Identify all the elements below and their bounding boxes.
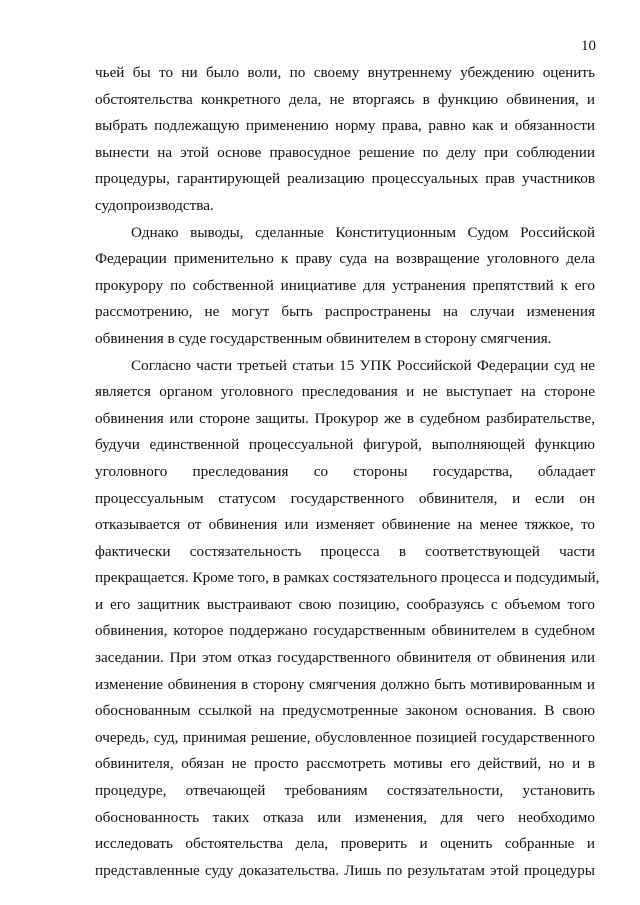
text-line: обвинения в суде государственным обвинителем в сторону смягчения.	[95, 329, 552, 347]
text-line: обоснованным ссылкой на предусмотренные законом основания. В свою	[95, 702, 595, 720]
text-line: Согласно части третьей статьи 15 УПК Российской Федерации суд не	[131, 356, 595, 374]
text-line: обоснованность таких отказа или изменения, для чего необходимо	[95, 808, 595, 826]
text-line: Федерации применительно к праву суда на возвращение уголовного дела	[95, 250, 595, 268]
text-line: обвинения или стороне защиты. Прокурор же в судебном разбирательстве,	[95, 409, 595, 427]
text-line: фактически состязательность процесса в соответствующей части	[95, 542, 595, 560]
text-line: чьей бы то ни было воли, по своему внутреннему убеждению оценить	[95, 64, 595, 81]
text-line: уголовного преследования со стороны государства, обладает	[95, 462, 595, 480]
text-line: является органом уголовного преследования и не выступает на стороне	[95, 383, 595, 401]
text-line: обвинения, которое поддержано государственным обвинителем в судебном	[95, 622, 595, 640]
paragraph	[95, 353, 600, 885]
text-line: вынести на этой основе правосудное решение по делу при соблюдении	[95, 143, 595, 161]
text-line: исследовать обстоятельства дела, проверить и оценить собранные и	[95, 835, 595, 853]
text-line: обстоятельства конкретного дела, не вторгаясь в функцию обвинения, и	[95, 90, 595, 108]
text-line: обвинителя, обязан не просто рассмотреть мотивы его действий, но и в	[95, 755, 595, 773]
paragraph	[95, 220, 595, 353]
text-line: процедуры, гарантирующей реализацию процессуальных прав участников	[95, 170, 595, 188]
text-line: прекращается. Кроме того, в рамках состязательного процесса и подсудимый,	[95, 569, 600, 587]
page-number: 10	[581, 38, 596, 54]
text-line: Однако выводы, сделанные Конституционным Судом Российской	[131, 223, 595, 241]
text-line: судопроизводства.	[95, 196, 214, 214]
text-line: отказывается от обвинения или изменяет обвинение на менее тяжкое, то	[95, 516, 595, 534]
text-line: очередь, суд, принимая решение, обусловленное позицией государственного	[95, 728, 595, 746]
text-line: выбрать подлежащую применению норму права, равно как и обязанности	[95, 117, 595, 135]
paragraph	[95, 60, 595, 220]
text-line: будучи единственной процессуальной фигурой, выполняющей функцию	[95, 436, 595, 454]
text-line: процедуре, отвечающей требованиям состязательности, установить	[95, 782, 595, 800]
text-line: прокурору по собственной инициативе для устранения препятствий к его	[95, 276, 595, 294]
text-line: процессуальным статусом государственного обвинителя, и если он	[95, 489, 595, 507]
text-line: рассмотрению, не могут быть распространены на случаи изменения	[95, 303, 595, 321]
text-line: представленные суду доказательства. Лишь по результатам этой процедуры	[95, 861, 595, 879]
text-line: и его защитник выстраивают свою позицию, сообразуясь с объемом того	[95, 595, 595, 613]
document-body	[95, 60, 600, 884]
text-line: изменение обвинения в сторону смягчения должно быть мотивированным и	[95, 675, 595, 693]
text-line: заседании. При этом отказ государственного обвинителя от обвинения или	[95, 649, 595, 667]
